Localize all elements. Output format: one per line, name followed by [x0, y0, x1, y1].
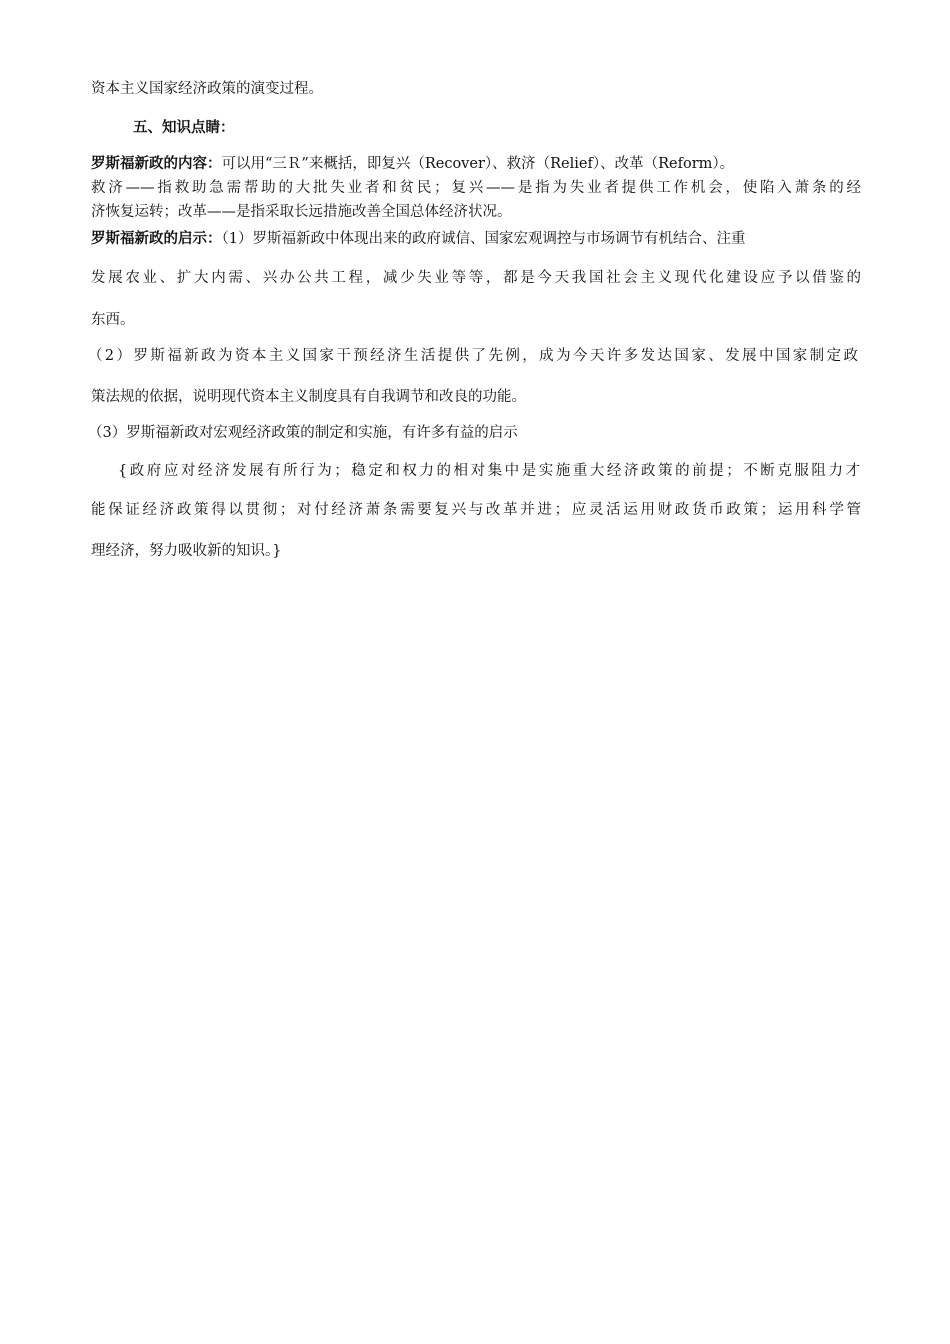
text-line: （2）罗斯福新政为资本主义国家干预经济生活提供了先例，成为今天许多发达国家、发展中国家制定政 [88, 348, 858, 364]
content-text: 可以用“三Ｒ”来概括，即复兴（Recover）、救济（Relief）、改革（Reform）。 [221, 156, 735, 172]
content-label: 罗斯福新政的内容： [91, 156, 222, 172]
insight-label: 罗斯福新政的启示： [91, 231, 222, 247]
insight-text: （1）罗斯福新政中体现出来的政府诚信、国家宏观调控与市场调节有机结合、注重 [221, 231, 746, 247]
text-line: （3）罗斯福新政对宏观经济政策的制定和实施，有许多有益的启示 [88, 425, 518, 441]
insight-paragraph-line [91, 229, 745, 249]
text-line: 理经济，努力吸收新的知识。} [91, 543, 282, 559]
text-line: 救济——指救助急需帮助的大批失业者和贫民；复兴——是指为失业者提供工作机会，使陷入萧条的经 [91, 180, 861, 196]
text-line: 东西。 [91, 312, 135, 328]
text-line: 发展农业、扩大内需、兴办公共工程，减少失业等等，都是今天我国社会主义现代化建设应予以借鉴的 [91, 270, 861, 286]
content-paragraph-line [91, 154, 734, 174]
text-line: 济恢复运转；改革——是指采取长远措施改善全国总体经济状况。 [91, 204, 512, 220]
text-line: {政府应对经济发展有所行为；稳定和权力的相对集中是实施重大经济政策的前提；不断克服阻力才 [118, 463, 860, 479]
text-line: 资本主义国家经济政策的演变过程。 [91, 81, 323, 97]
text-line: 策法规的依据，说明现代资本主义制度具有自我调节和改良的功能。 [91, 389, 526, 405]
section-heading: 五、知识点睛： [133, 120, 235, 136]
text-line: 能保证经济政策得以贯彻；对付经济萧条需要复兴与改革并进；应灵活运用财政货币政策；运用科学管 [91, 502, 861, 518]
